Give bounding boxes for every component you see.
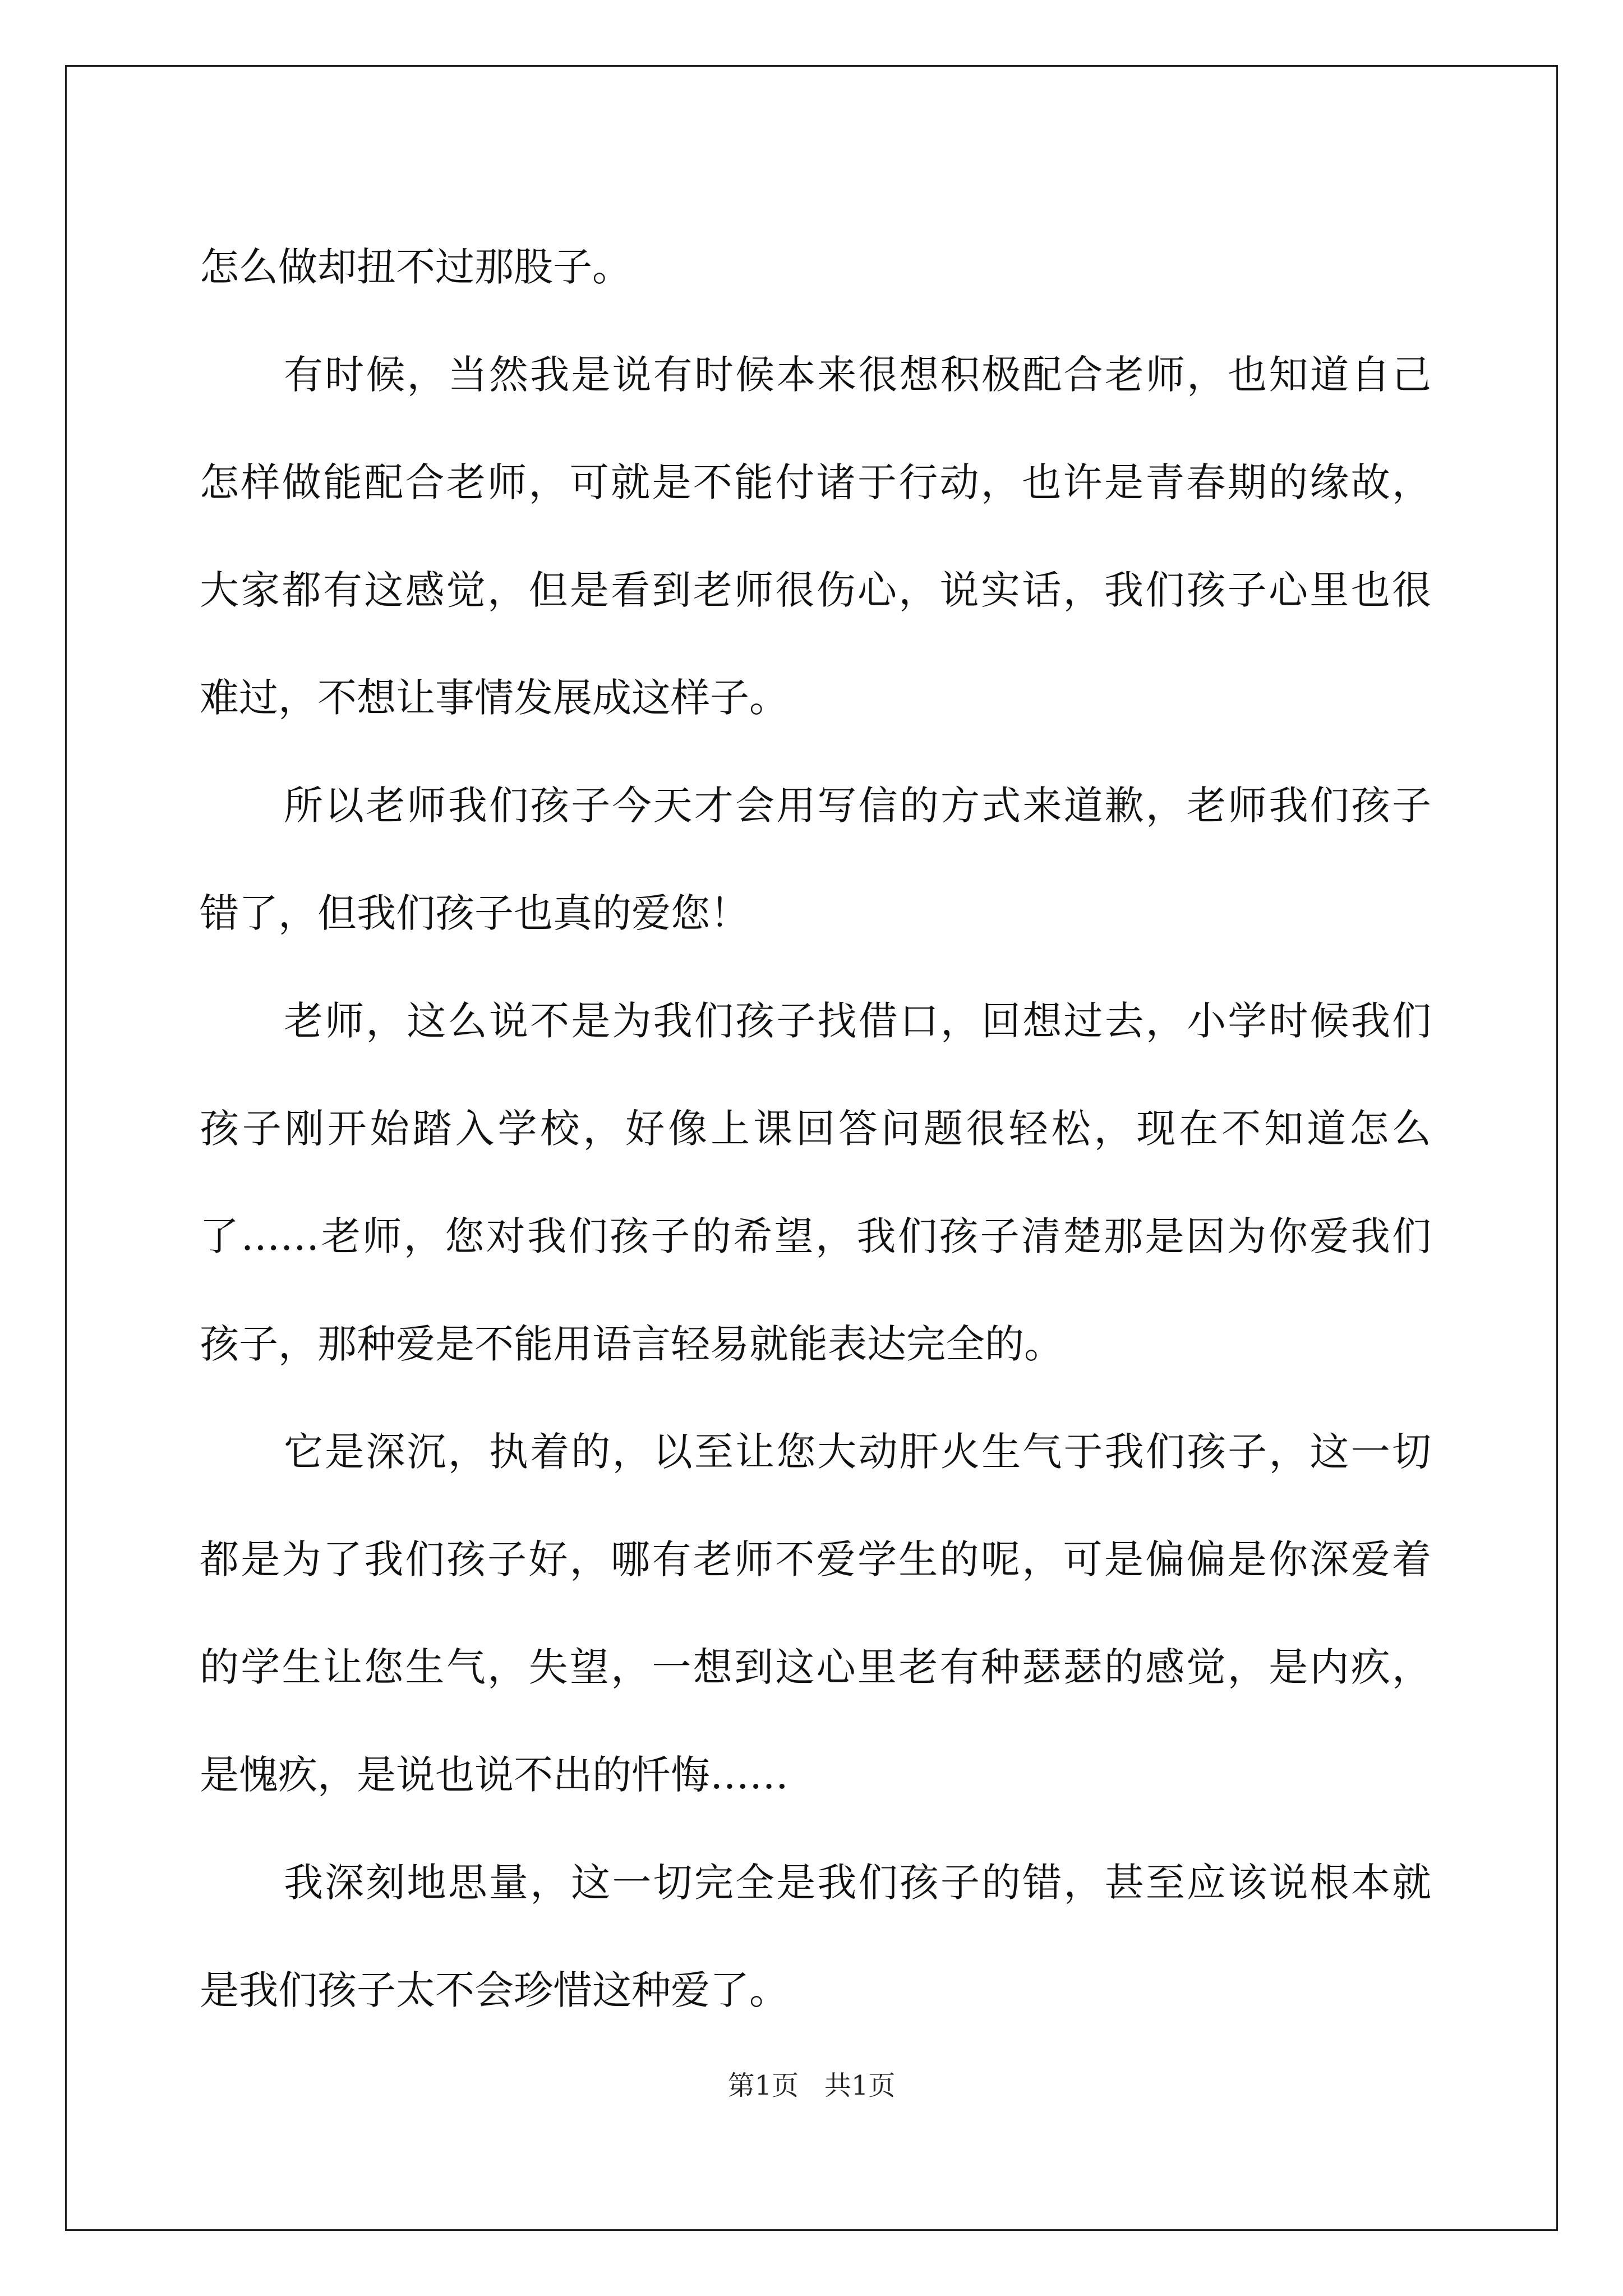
text-line: 孩子刚开始踏入学校，好像上课回答问题很轻松，现在不知道怎么 [200, 1106, 1431, 1152]
text-line: 孩子，那种爱是不能用语言轻易就能表达完全的。 [200, 1321, 1063, 1367]
text-line: 错了，但我们孩子也真的爱您！ [200, 890, 749, 936]
text-line: 老师，这么说不是为我们孩子找借口，回想过去，小学时候我们 [284, 998, 1431, 1044]
text-line: 我深刻地思量，这一切完全是我们孩子的错，甚至应该说根本就 [284, 1860, 1431, 1906]
text-line: 了……老师，您对我们孩子的希望，我们孩子清楚那是因为你爱我们 [200, 1213, 1431, 1259]
text-line: 的学生让您生气，失望，一想到这心里老有种瑟瑟的感觉，是内疚， [200, 1644, 1431, 1690]
text-line: 有时候，当然我是说有时候本来很想积极配合老师，也知道自己 [284, 352, 1431, 398]
text-line: 所以老师我们孩子今天才会用写信的方式来道歉，老师我们孩子 [284, 783, 1431, 829]
text-line: 怎么做却扭不过那股子。 [200, 244, 631, 290]
text-line: 大家都有这感觉，但是看到老师很伤心，说实话，我们孩子心里也很 [200, 567, 1431, 613]
page-number-footer: 第1页 共1页 [727, 2070, 896, 2101]
document-body [200, 213, 1431, 2044]
text-line: 是我们孩子太不会珍惜这种爱了。 [200, 1967, 789, 2013]
text-line: 怎样做能配合老师，可就是不能付诸于行动，也许是青春期的缘故， [200, 459, 1431, 505]
text-line: 难过，不想让事情发展成这样子。 [200, 675, 789, 721]
text-line: 是愧疚，是说也说不出的忏悔…… [200, 1752, 789, 1798]
text-line: 它是深沉，执着的，以至让您大动肝火生气于我们孩子，这一切 [284, 1429, 1431, 1475]
text-line: 都是为了我们孩子好，哪有老师不爱学生的呢，可是偏偏是你深爱着 [200, 1536, 1431, 1582]
